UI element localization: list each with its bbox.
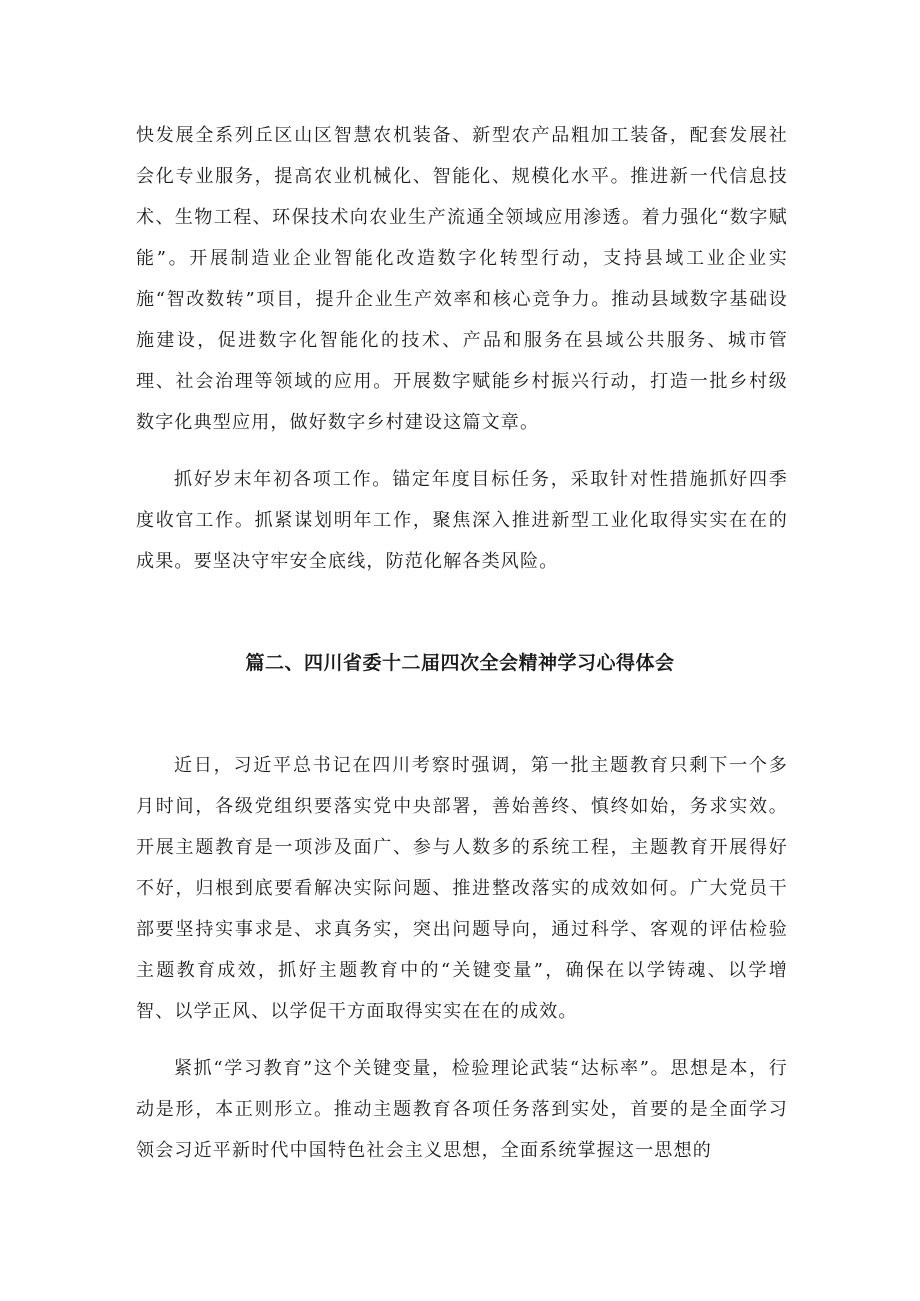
paragraph-digital-empowerment: 快发展全系列丘区山区智慧农机装备、新型农产品粗加工装备，配套发展社会化专业服务，提高农业机械化、智能化、规模化水平。推进新一代信息技术、生物工程、环保技术向农业生产流通全领域应用渗透。着力强化“数字赋能”。开展制造业企业智能化改造数字化转型行动，支持县域工业企业实施“智改数转”项目，提升企业生产效率和核心竞争力。推动县域数字基础设施建设，促进数字化智能化的技术、产品和服务在县域公共服务、城市管理、社会治理等领域的应用。开展数字赋能乡村振兴行动，打造一批乡村级数字化典型应用，做好数字乡村建设这篇文章。 [136, 125, 788, 433]
paragraph-recent-inspection: 近日，习近平总书记在四川考察时强调，第一批主题教育只剩下一个多月时间，各级党组织要落实党中央部署，善始善终、慎终如始，务求实效。开展主题教育是一项涉及面广、参与人数多的系统工程，主题教育开展得好不好，归根到底要看解决实际问题、推进整改落实的成效如何。广大党员干部要坚持实事求是、求真务实，突出问题导向，通过科学、客观的评估检验主题教育成效，抓好主题教育中的“关键变量”，确保在以学铸魂、以学增智、以学正风、以学促干方面取得实实在在的成效。 [136, 755, 788, 1022]
section-heading: 篇二、四川省委十二届四次全会精神学习心得体会 [245, 652, 675, 674]
paragraph-study-education: 紧抓“学习教育”这个关键变量，检验理论武装“达标率”。思想是本，行动是形，本正则形立。推动主题教育各项任务落到实处，首要的是全面学习领会习近平新时代中国特色社会主义思想，全面系统掌握这一思想的 [136, 1058, 788, 1161]
paragraph-year-end-work: 抓好岁末年初各项工作。锚定年度目标任务，采取针对性措施抓好四季度收官工作。抓紧谋划明年工作，聚焦深入推进新型工业化取得实实在在的成果。要坚决守牢安全底线，防范化解各类风险。 [136, 469, 788, 572]
